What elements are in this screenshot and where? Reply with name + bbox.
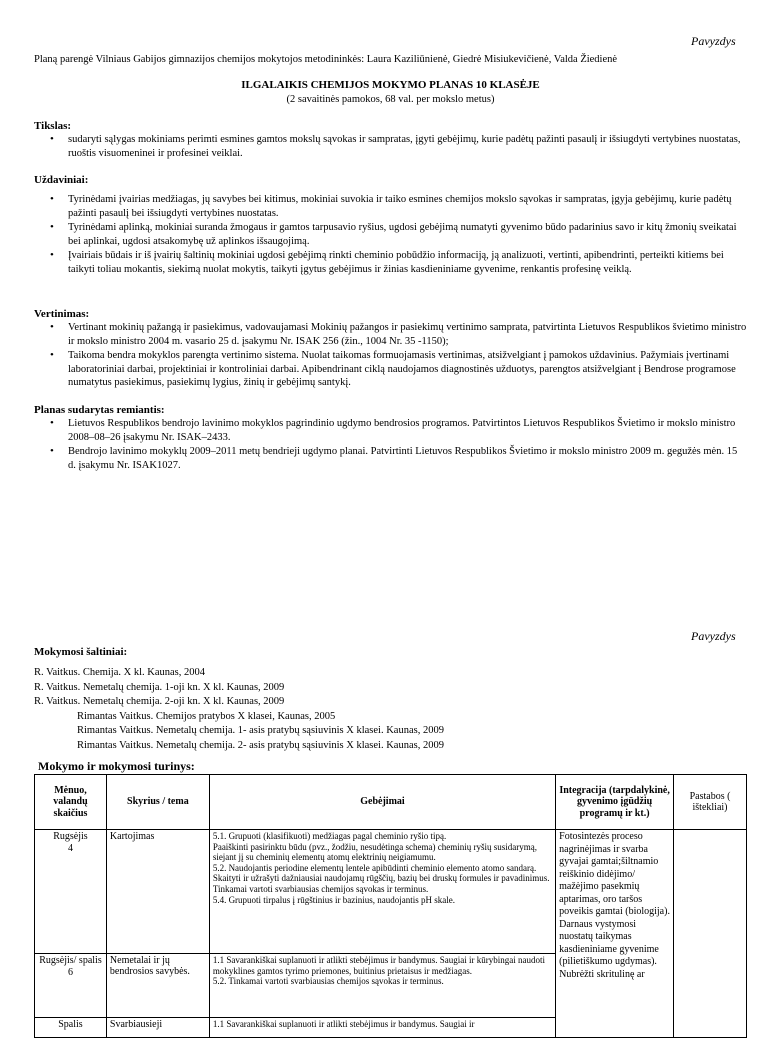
- month-hours: 6: [67, 967, 73, 978]
- skill-line: Paaiškinti pasirinktu būdu (pvz., žodžiu, nesudėtinga schema) cheminių ryšių susidarymą, siejant jį su cheminių elementų atomų elektrinių neigiamumu.: [212, 841, 537, 863]
- assessment-list: [34, 321, 747, 391]
- list-item: • Tyrinėdami įvairias medžiagas, jų savybes bei kitimus, mokiniai suvokia ir taiko esmines chemijos mokslo sąvokas ir sampratas, įgyja gebėjimų, kurie padėtų pažinti pasaulį bei išsiugdyti vertybines nuostatas.: [34, 193, 747, 220]
- tasks-heading: Uždaviniai:: [34, 174, 89, 186]
- skill-line: 5.1. Grupuoti (klasifikuoti) medžiagas pagal cheminio ryšio tipą.: [212, 831, 447, 841]
- basis-list: [34, 417, 747, 473]
- row-topic: Nemetalai ir jų bendrosios savybės.: [106, 954, 209, 1018]
- list-item: • Vertinant mokinių pažangą ir pasiekimus, vadovaujamasi Mokinių pažangos ir pasiekimų vertinimo samprata, patvirtinta Lietuvos Respublikos švietimo ministro ir mokslo ministro 2004 m. vasario 25 d. įsakymu Nr. ISAK 256 (žin., 1004 Nr. 35 -1150);: [34, 321, 747, 348]
- tasks-list: [34, 193, 747, 278]
- integration-text: Fotosintezės proceso nagrinėjimas ir svarba gyvajai gamtai;šiltnamio reiškinio didėjimo/ mažėjimo pasekmių aptarimas, oro taršos poveikis gamtai (biologija). Darnaus vystymosi nuostatų taikymas kasdieniniame gyvenime (pilietiškumo ugdymas). Nubrėžti skritulinę ar: [559, 831, 670, 980]
- month-name: Spalis: [58, 1019, 83, 1030]
- skill-line: 5.2. Tinkamai vartoti svarbiausias chemijos sąvokas ir terminus.: [212, 976, 444, 987]
- goal-list: [34, 133, 747, 161]
- list-item: • Bendrojo lavinimo mokyklų 2009–2011 metų bendrieji ugdymo planai. Patvirtinti Lietuvos Respublikos Švietimo ir mokslo ministro 2009 m. gegužės mėn. 15 d. įsakymu Nr. ISAK1027.: [34, 445, 747, 472]
- page-title: ILGALAIKIS CHEMIJOS MOKYMO PLANAS 10 KLASĖJE: [241, 79, 540, 91]
- row-topic: Svarbiausieji: [106, 1018, 209, 1038]
- skill-line: Tinkamai vartoti svarbiausias chemijos sąvokas ir terminus.: [212, 883, 429, 894]
- header-month: Mėnuo, valandų skaičius: [35, 775, 107, 830]
- header-notes: Pastabos ( ištekliai): [674, 775, 747, 830]
- skill-line: 5.2. Naudojantis periodine elementų lentele apibūdinti cheminio elemento atomo sandarą.: [212, 862, 537, 873]
- source-item: R. Vaitkus. Chemija. X kl. Kaunas, 2004: [34, 667, 206, 678]
- row-month: [35, 954, 107, 1018]
- table-row: [35, 830, 747, 954]
- assessment-heading: Vertinimas:: [34, 308, 90, 320]
- list-item: • Lietuvos Respublikos bendrojo lavinimo mokyklos pagrindinio ugdymo bendrosios programos. Patvirtintos Lietuvos Respublikos Švietimo ir mokslo ministro 2008–08–26 įsakymu Nr. ISAK–2433.: [34, 417, 747, 444]
- authors-line: Planą parengė Vilniaus Gabijos gimnazijos chemijos mokytojos metodininkės: Laura Kaziliūnienė, Giedrė Misiukevičienė, Valda Žiedienė: [34, 54, 618, 65]
- source-item: R. Vaitkus. Nemetalų chemija. 2-oji kn. X kl. Kaunas, 2009: [34, 696, 285, 707]
- page-subtitle: (2 savaitinės pamokos, 68 val. per mokslo metus): [286, 94, 495, 105]
- month-name: Rugsėjis: [53, 831, 88, 842]
- row-integration: [556, 830, 674, 1038]
- source-item: Rimantas Vaitkus. Nemetalų chemija. 1- asis pratybų sąsiuvinis X klasei. Kaunas, 2009: [77, 725, 444, 736]
- row-skills: [209, 830, 555, 954]
- list-item: • Įvairiais būdais ir iš įvairių šaltinių mokiniai ugdosi gebėjimą rinkti cheminio pobūdžio informaciją, ją analizuoti, vertinti, apibendrinti, perteikti kitiems bei taikyti toliau mokantis, siekimą nuolat mokytis, taikyti įgytus gebėjimus ir žinias kasdieniniame gyvenime, renkantis profesinę veiklą.: [34, 249, 747, 276]
- list-item: • Taikoma bendra mokyklos parengta vertinimo sistema. Nuolat taikomas formuojamasis vertinimas, atsižvelgiant į pamokos uždavinius. Pažymiais įvertinami laboratoriniai darbai, projektiniai ir kontroliniai darbai. Apibendrinant ciklą naudojamos diagnostinės užduotys, parengtos atsižvelgiant į Bendrose programose numatytus pasiekimus, pasiekimų lygius, žinių ir gebėjimų santykį.: [34, 349, 747, 390]
- row-skills: [209, 954, 555, 1018]
- month-hours: 4: [67, 843, 73, 854]
- source-item: R. Vaitkus. Nemetalų chemija. 1-oji kn. X kl. Kaunas, 2009: [34, 681, 285, 693]
- skill-line: Skaityti ir užrašyti dažniausiai naudojamų rūgščių, bazių bei druskų formules ir pavadinimus.: [212, 873, 550, 884]
- header-topic: Skyrius / tema: [106, 775, 209, 830]
- row-skills: [209, 1018, 555, 1038]
- header-skills: Gebėjimai: [209, 775, 555, 830]
- list-item: • Tyrinėdami aplinką, mokiniai suranda žmogaus ir gamtos tarpusavio ryšius, ugdosi gebėjimą numatyti gyvenimo būdo padarinius savo ir kitų žmonių sveikatai bei aplinkai, ugdosi atsakomybę už aplinkos išsaugojimą.: [34, 221, 747, 248]
- row-notes: [674, 830, 747, 1038]
- row-month: [35, 1018, 107, 1038]
- header-integration: Integracija (tarpdalykinė, gyvenimo įgūdžių programų ir kt.): [556, 775, 674, 830]
- goal-heading: Tikslas:: [34, 120, 72, 132]
- list-item: • sudaryti sąlygas mokiniams perimti esmines gamtos mokslų sąvokas ir sampratas, įgyti gebėjimų, kurie padėtų pažinti pasaulį ir išsiugdyti vertybines nuostatas, ruoštis visuomeninei ir profesinei veiklai.: [34, 133, 747, 160]
- table-header-row: [35, 775, 747, 830]
- curriculum-table: [34, 774, 747, 1038]
- skill-line: 1.1 Savarankiškai suplanuoti ir atlikti stebėjimus ir bandymus. Saugiai ir kūrybingai naudoti mokyklines gamtos tyrimo priemones, buitinius prietaisus ir medžiagas.: [212, 955, 546, 976]
- month-name: Rugsėjis/ spalis: [39, 955, 102, 966]
- source-item: Rimantas Vaitkus. Chemijos pratybos X klasei, Kaunas, 2005: [77, 710, 336, 722]
- sources-heading: Mokymosi šaltiniai:: [34, 646, 128, 658]
- row-topic: Kartojimas: [106, 830, 209, 954]
- content-heading: Mokymo ir mokymosi turinys:: [38, 759, 195, 773]
- example-label: Pavyzdys: [691, 34, 736, 48]
- row-month: [35, 830, 107, 954]
- example-label-2: Pavyzdys: [691, 629, 736, 643]
- sources-list: [34, 666, 747, 753]
- basis-heading: Planas sudarytas remiantis:: [34, 404, 165, 416]
- skill-line: 5.4. Grupuoti tirpalus į rūgštinius ir bazinius, naudojantis pH skale.: [212, 894, 456, 905]
- source-item: Rimantas Vaitkus. Nemetalų chemija. 2- asis pratybų sąsiuvinis X klasei. Kaunas, 2009: [77, 739, 444, 751]
- skill-line: 1.1 Savarankiškai suplanuoti ir atlikti stebėjimus ir bandymus. Saugiai ir: [212, 1019, 475, 1029]
